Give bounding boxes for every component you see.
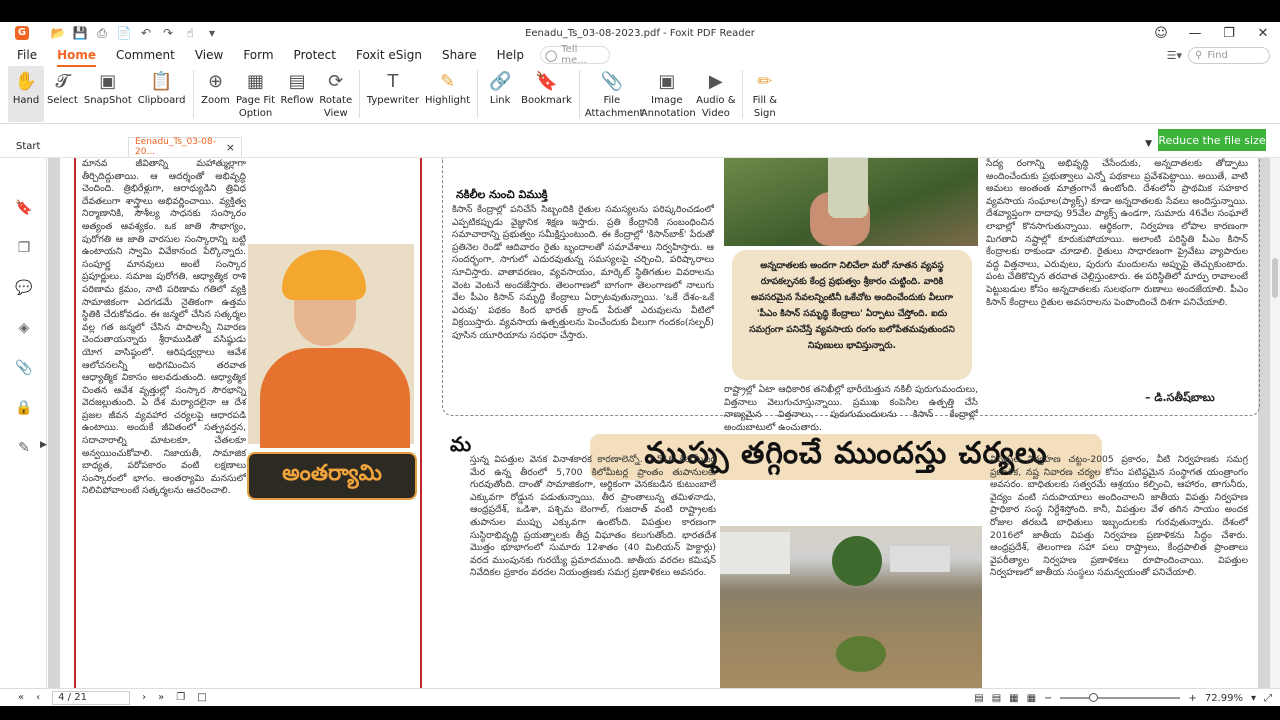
customize-dropdown-icon[interactable]: ▾ — [208, 26, 216, 40]
reflow-button[interactable] — [278, 66, 317, 107]
article-column-1-text: మానవ జీవితాన్ని మహాత్ముల్లాగా తీర్చిదిద్దుతాయి. ఆ ఆదర్శంతో అభివృద్ధి చెందింది. త్రిభిరేళ్లుగా, ఆరాధ్యుడిని త్రివిధ దేవతలుగా శాస్త్రాలు అభివర్ణించాయి. వ్యక్తిత్వ నిర్మాణానికి, సౌశీల్య సాధనకు సంస్కారం అత్యంత ఆవశ్యకం. ఒక జాతి సౌభాగ్యం, పురోగతి ఆ జాతి వారసుల సంస్కారాన్ని బట్టి ఉంటాయని స్వామి వివేకానంద పేర్కొన్నారు. సంపూర్ణ మానవులు అంటే సంస్కార ప్రపూర్ణులు. సమాజ పురోగతి, ఆధ్యాత్మిక రాశి పరిణామ క్రమం, నాటి పరిణామ గతిలో వ్యక్తి సామాజికంగా ఎదగడమే నైతికంగా ఉత్తమ స్థితికి చేరుకోవడం. ఈ జన్మలో చేసిన సత్కర్మల వల్ల గత జన్మలో చేసిన పాపాలన్నీ నివారణ చెందుతాయన్నారు శ్రీరాముడితో వసిష్ఠుడు యోగ వాసిష్ఠంలో. ఆరిషడ్వర్గాలు ఆవేశ ఆలోచనలన్నీ అధిగమించిన తరవాత ఆధ్యాత్మిక వికాసం అలవడుతుంది. ఆధ్యాత్మిక చింతన ఆవేశ వృత్తుల్లో సంస్కార సౌరభాన్ని వెదజల్లుతుంది. ఏ దేశ మర్యాదలైనా ఆ దేశ ప్రజల జీవన వ్యవహార చర్యలపై ఆధారపడి ఉంటాయి. అందుకే జీవితంలో సత్ప్రవర్తన, సదాచారాల్ని మాటలకూ, చేతలకూ అన్వయించుకోవాలి. నిజాయతీ, సామాజిక బాధ్యత, పరోపకారం వంటి లక్షణాలు సంస్కారంలో భాగం. అంతర్యామి మనసులో నిలిచిపోవాలంటే సత్కర్మలను ఆచరించాలి. — [82, 158, 246, 497]
hand-label: Hand — [12, 95, 40, 106]
reflow-label: Reflow — [280, 95, 314, 106]
menu-comment[interactable]: Comment — [116, 48, 175, 62]
app-window — [0, 22, 1280, 706]
pdf-page — [60, 158, 1258, 688]
article-column-4-text: సేద్య రంగాన్ని అభివృద్ధి చేసేందుకు, అన్నదాతలకు తోడ్పాటు అందించేందుకు ప్రభుత్వాలు ఎన్నో పథకాలు ప్రవేశపెట్టాయి. అయితే, వాటి అమలు అంతంత మాత్రంగానే ఉంటోంది. దేశంలోని ప్రాథమిక సహకార వ్యవసాయ సంఘాల(ప్యాక్స్) కూడా అన్నదాతలకు సేవలు అందిస్తున్నాయి. దేశవ్యాప్తంగా దాదాపు 95వేల ప్యాక్స్ ఉండగా, సుమారు 46వేల సంఘాలే లాభాల్లో కొనసాగుతున్నాయి. ఆర్థికంగా, నిర్వహణ లోపాల కారణంగా మిగతావి నష్టాల్లో కూరుకుపోయాయి. అలాంటి పరిస్థితి పీఎం కిసాన్ కేంద్రాలకు రాకుండా చూడాలి. రైతులు సాధారణంగా ప్రైవేటు వ్యాపారుల వద్ద విత్తనాలు, ఎరువులు, పురుగు మందులను అప్పుపై తెచ్చుకుంటారు. పంట చేతికొచ్చిన తరవాత చెల్లిస్తుంటారు. ఈ పరిస్థితిలో మార్పు రావాలంటే పెట్టుబడుల కోసం అన్నదాతలకు సులభంగా రుణాలు అందజేయాలి. పీఎం కిసాన్ కేంద్రాలు రైతుల అవసరాలను పెంపొందించే దిశగా పనిచేయాలి. — [986, 158, 1248, 308]
reflow-icon: ▤ — [288, 70, 306, 92]
folder-open-icon[interactable]: 📂 — [50, 26, 66, 40]
file-attachment-label: File Attachment — [584, 95, 644, 119]
zoom-slider[interactable] — [1060, 697, 1180, 699]
previous-page-icon[interactable]: ‹ — [36, 692, 41, 703]
page-navigation — [18, 691, 207, 705]
layers-icon[interactable]: ◈ — [18, 320, 30, 336]
fill-sign-label: Fill & Sign — [752, 95, 777, 119]
file-attachment-icon: 📎 — [600, 70, 624, 92]
zoom-out-icon[interactable]: − — [1044, 692, 1053, 704]
single-page-view-icon[interactable]: □ — [197, 692, 207, 703]
article-column-3-text: రాష్ట్రాల్లో ఏటా ఆధికారిక తనిఖీల్లో భారీయెత్తున నకిలీ పురుగుమందులు, విత్తనాలు వెలుగుచూస్తున్నాయి. ప్రముఖ కంపెనీల ఉత్పత్తి చేసే నాణ్యమైన విత్తనాలు, పురుగుమందులను కిసాన్ కేంద్రాల్లో అందుబాటులో ఉంచుతారు. — [724, 384, 978, 433]
highlight-label: Highlight — [425, 95, 471, 106]
clipboard-label: Clipboard — [137, 95, 186, 106]
article-dropcap: మ — [450, 432, 472, 456]
pages-icon[interactable]: ❐ — [17, 240, 31, 256]
article-subhead: నకిలీల నుంచి విముక్తి — [456, 188, 548, 201]
article-headline: ముప్పు తగ్గించే ముందస్తు చర్యలు — [590, 434, 1102, 480]
hand-pointer-icon[interactable]: ☝ — [186, 26, 194, 40]
menu-home[interactable]: Home — [57, 44, 96, 66]
facing-layout-icon[interactable]: ▦ — [1009, 692, 1019, 704]
zoom-in-icon[interactable]: + — [1188, 692, 1197, 704]
attachments-icon[interactable]: 📎 — [15, 360, 33, 376]
file-attachment-button[interactable] — [584, 66, 644, 120]
view-controls — [974, 689, 1272, 707]
snapshot-label: SnapShot — [83, 95, 132, 106]
ribbon-separator — [477, 70, 478, 118]
farmer-bottle-photo — [724, 158, 978, 246]
column-rule — [74, 158, 76, 688]
select-text-icon: 𝓣 — [55, 70, 70, 92]
quick-access-toolbar — [49, 24, 221, 42]
typewriter-button[interactable] — [364, 66, 422, 107]
clipboard-icon: 📋 — [150, 70, 173, 92]
tab-start[interactable]: Start — [16, 141, 41, 152]
ribbon-separator — [359, 70, 360, 118]
fill-sign-button[interactable] — [747, 66, 783, 120]
hand-icon: ✋ — [14, 70, 38, 92]
snapshot-button[interactable] — [81, 66, 135, 107]
bookmark-icon: 🔖 — [535, 70, 558, 92]
continuous-facing-layout-icon[interactable]: ▦ — [1026, 692, 1037, 704]
article-callout: అన్నదాతలకు అందగా నిలిచేలా మరో నూతన వ్యవస్థ రూపకల్పనకు కేంద్ర ప్రభుత్వం శ్రీకారం చుట్టింది. వారికి అవసరమైన సేవలన్నింటినీ ఒకేచోట అందించేందుకు వీలుగా 'పీఎం కిసాన్ సమృద్ధి కేంద్రాలు' ఏర్పాటు చేస్తోంది. ఐదు సమగ్రంగా పనిచేస్తే వ్యవసాయ రంగం బలోపేతమవుతుందని నిపుణులు భావిస్తున్నారు. — [732, 250, 972, 380]
tell-me-placeholder: Tell me... — [561, 44, 587, 66]
zoom-slider-handle[interactable] — [1089, 693, 1098, 702]
save-icon[interactable]: 💾 — [72, 26, 88, 40]
vertical-scrollbar[interactable] — [1270, 158, 1280, 688]
menu-help[interactable]: Help — [496, 48, 524, 62]
article-column-5-text: స్తున్న విపత్తుల వెనక వినాశకారక కారణాలెన్నో. 7,516 కిలోమీటర్ల మేర ఉన్న తీరంలో 5,700 కిలోమీటర్ల ప్రాంతం తుపానులకు గురవుతోంది. దాంతో సామాజికంగా, ఆర్థికంగా వెనకబడిన కుటుంబాలే ఎక్కువగా రోడ్డున పడుతున్నాయి. తీర ప్రాంతాలున్న తమిళనాడు, ఆంధ్రప్రదేశ్, ఒడిశా, పశ్చిమ బెంగాల్, గుజరాత్ వంటి రాష్ట్రాలకు తుపానుల ముప్పు ఎక్కువగా ఉంటోంది. విపత్తుల కారణంగా సుస్థిరాభివృద్ధి ప్రయత్నాలకు తీవ్ర విఘాతం కలుగుతోంది. భారతదేశ మొత్తం భూభాగంలో సుమారు 12శాతం (40 మిలియన్ హెక్టార్లు) వరద ముంపునకు గురయ్యే ప్రమాదముంది. జాతీయ వరదల కమిషన్ నివేదికల ప్రకారం వరదల నియంత్రణకు సమగ్ర ప్రణాళికలు అవసరం. — [470, 454, 716, 579]
first-page-icon[interactable]: « — [18, 692, 25, 703]
bookmark-label: Bookmark — [521, 95, 572, 106]
user-account-icon[interactable]: ☺ — [1154, 25, 1168, 41]
menu-protect[interactable]: Protect — [293, 48, 336, 62]
rotate-view-button[interactable] — [317, 66, 355, 120]
clipboard-button[interactable] — [135, 66, 189, 107]
page-number-input[interactable]: 4 / 21 — [52, 691, 130, 705]
page-fit-label: Page Fit Option — [235, 95, 276, 119]
search-options-icon[interactable]: ☰▾ — [1166, 48, 1182, 62]
bookmark-icon[interactable]: 🔖 — [15, 200, 33, 216]
article-byline: – డి.సతీష్‌బాబు — [1145, 391, 1215, 404]
rotate-view-label: Rotate View — [319, 95, 353, 119]
scrollbar-thumb[interactable] — [1272, 258, 1278, 298]
rotate-view-icon: ⟳ — [328, 70, 344, 92]
menu-bar — [0, 44, 1280, 66]
link-button[interactable] — [482, 66, 518, 107]
menu-foxit-esign[interactable]: Foxit eSign — [355, 48, 422, 62]
link-icon: 🔗 — [488, 70, 512, 92]
select-label: Select — [47, 95, 78, 106]
signature-icon[interactable]: ✎ — [18, 440, 30, 456]
find-placeholder: Find — [1207, 49, 1228, 61]
highlight-icon: ✎ — [440, 70, 456, 92]
bookmark-button[interactable] — [518, 66, 575, 107]
ribbon-separator — [579, 70, 580, 118]
select-tool-button[interactable] — [44, 66, 81, 107]
tab-document-label: Eenadu_Ts_03-08-20... — [135, 137, 216, 157]
menu-view[interactable]: View — [194, 48, 224, 62]
next-page-icon[interactable]: › — [142, 692, 147, 703]
highlight-button[interactable] — [422, 66, 473, 107]
window-title: Eenadu_Ts_03-08-2023.pdf - Foxit PDF Reader — [525, 27, 755, 39]
zoom-button[interactable] — [198, 66, 234, 107]
lightbulb-icon: ◯ — [544, 48, 558, 62]
title-bar — [0, 22, 1280, 44]
find-input[interactable] — [1188, 47, 1270, 64]
last-page-icon[interactable]: » — [158, 692, 165, 703]
window-controls — [1144, 22, 1280, 44]
document-viewport[interactable] — [48, 158, 1270, 688]
expand-panel-icon[interactable]: ▶ — [40, 440, 47, 450]
typewriter-label: Typewriter — [366, 95, 419, 106]
audio-video-label: Audio & Video — [696, 95, 736, 119]
swami-vivekananda-illustration — [248, 244, 414, 444]
snapshot-icon: ▣ — [99, 70, 117, 92]
zoom-dropdown-icon[interactable]: ▾ — [1250, 692, 1256, 704]
menu-file[interactable]: File — [17, 48, 38, 62]
close-tab-icon[interactable]: × — [225, 140, 235, 154]
audio-video-button[interactable] — [694, 66, 738, 120]
image-annotation-button[interactable] — [640, 66, 694, 120]
menu-right-tools — [1167, 44, 1270, 66]
ribbon-toolbar — [0, 66, 1280, 124]
copy-page-icon[interactable]: ❐ — [176, 692, 186, 703]
audio-video-icon: ▶ — [708, 70, 723, 92]
tell-me-search[interactable] — [540, 46, 610, 64]
zoom-level[interactable]: 72.99% — [1204, 692, 1243, 704]
zoom-label: Zoom — [201, 95, 230, 106]
navigation-panel — [0, 158, 47, 688]
search-icon: ⚲ — [1195, 49, 1203, 61]
status-bar — [0, 688, 1280, 706]
link-label: Link — [489, 95, 511, 106]
menu-form[interactable]: Form — [243, 48, 274, 62]
close-icon[interactable]: ✕ — [1257, 25, 1269, 41]
image-annotation-icon: ▣ — [658, 70, 676, 92]
minimize-icon[interactable]: — — [1188, 25, 1202, 41]
hand-tool-button[interactable] — [8, 66, 44, 122]
document-icon[interactable]: 📄 — [116, 26, 132, 40]
continuous-layout-icon[interactable]: ▤ — [991, 692, 1002, 704]
tab-document[interactable] — [128, 137, 242, 157]
security-icon[interactable]: 🔒 — [15, 400, 33, 416]
column-rule — [420, 158, 422, 688]
article-column-2-text: కిసాన్ కేంద్రాల్లో పనిచేసే సిబ్బందికి రైతుల సమస్యలను పరిష్కరించడంలో ఎప్పటికప్పుడు వైజ్ఞానిక శిక్షణ ఇస్తారు. ప్రతి కేంద్రానికి సంబంధించిన సమాచారాన్ని ప్రభుత్వం సమీక్షిస్తుంటుంది. ఈ కేంద్రాల్లో 'కిసాన్‌బాక్' పేరుతో ప్రతినెల రెండో ఆదివారం రైతు బృందాలతో సమావేశాలు నిర్వహిస్తారు. ఆ సందర్భంగా, సాగులో ఎదురవుతున్న సమస్యలపై చర్చించి, పరిష్కారాలు సూచిస్తారు. వాతావరణం, వ్యవసాయం, మార్కెట్ స్థితిగతుల వివరాలను వెంట వెంటనే అందజేస్తారు. తెలంగాణలో బాగంగా తెలంగాణలో నాలుగు వేల పీఎం కిసాన్ సమృద్ధి కేంద్రాలు ఏర్పాటవుతున్నాయి. 'ఒకే దేశం-ఒకే ఎరువు' పథకం కింద భారత్ బ్రాండ్ పేరుతో ఎరువులను వీటిలో విక్రయిస్తారు. వ్యవసాయ ఉత్పత్తులను పెంచేందుకు వీలుగా గందకం(సల్ఫర్) పూసిన యూరియాను సరఫరా చేస్తారు. — [452, 204, 714, 341]
image-annotation-label: Image Annotation — [640, 95, 696, 119]
fill-sign-icon: ✏ — [757, 70, 773, 92]
undo-icon[interactable]: ↶ — [140, 26, 152, 40]
document-tab-bar — [0, 133, 1280, 158]
redo-icon[interactable]: ↷ — [162, 26, 174, 40]
ribbon-separator — [742, 70, 743, 118]
page-fit-button[interactable] — [234, 66, 278, 120]
article-column-6-text: విపత్తుల నిర్వహణ చట్టం-2005 ప్రకారం, వీటి నిర్వహణకు సమగ్ర ప్రణాళిక, నష్ట నివారణ చర్యల కోసం పటిష్ఠమైన సంస్థాగత యంత్రాంగం అవసరం. బాధితులకు సత్వరమే ఆశ్రయం కల్పించి, ఆహారం, తాగునీరు, వైద్యం వంటి సదుపాయాలు అందించాలని జాతీయ విపత్తు నిర్వహణ ప్రాధికార సంస్థ నిర్దేశిస్తోంది. కానీ, విపత్తుల వేళ తగిన సాయం అందక రోజుల తరబడి బాధితులు ఇబ్బందులకు గురవుతున్నారు. దేశంలో 2016లో జాతీయ విపత్తు నిర్వహణ ప్రణాళికను సిద్ధం చేశారు. ఆంధ్రప్రదేశ్, తెలంగాణ సహా పలు రాష్ట్రాలు, కేంద్రపాలిత ప్రాంతాలు వైపరీత్యాల నిర్వహణ ప్రణాళికలు రూపొందించాయి. విపత్తుల నిర్వహణలో జాతీయ సంస్థలు సమన్వయంతో పనిచేయాలి. — [990, 454, 1248, 579]
restore-icon[interactable]: ❐ — [1223, 25, 1235, 41]
menu-share[interactable]: Share — [441, 48, 477, 62]
zoom-icon: ⊕ — [207, 70, 224, 92]
foxit-logo-icon[interactable]: G — [15, 26, 29, 40]
fullscreen-icon[interactable]: ⤢ — [1264, 692, 1272, 704]
print-icon[interactable]: ⎙ — [97, 25, 107, 40]
ribbon-separator — [193, 70, 194, 118]
single-page-layout-icon[interactable]: ▤ — [974, 692, 984, 704]
typewriter-icon: T — [387, 70, 399, 92]
antaryami-banner: అంతర్యామి — [247, 452, 417, 500]
comments-icon[interactable]: 💬 — [15, 280, 33, 296]
reduce-file-size-button[interactable]: Reduce the file size — [1158, 129, 1266, 151]
flood-photo — [720, 526, 982, 688]
page-fit-icon: ▦ — [247, 70, 265, 92]
tab-list-chevron-icon[interactable]: ▼ — [1145, 139, 1152, 149]
